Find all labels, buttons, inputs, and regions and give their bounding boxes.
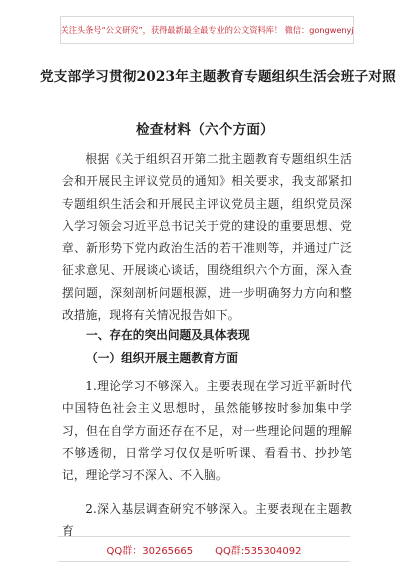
intro-paragraph: 根据《关于组织召开第二批主题教育专题组织生活会和开展民主评议党员的通知》相关要求，我支部紧扣专题组织生活会和开展民主评议党员主题，组织党员深入学习领会习近平总书记关于党的建设的重要思想、党章、新形势下党内政治生活的若干准则等，并通过广泛征求意见、开展谈心谈话，围绕组织六个方面，深入查摆问题，深刻剖析问题根源，进一步明确努力方向和整改措施，现将有关情况报告如下。	[62, 152, 352, 323]
section-heading: 一、存在的突出问题及具体表现	[86, 328, 250, 342]
item-1-paragraph: 1.理论学习不够深入。主要表现在学习近平新时代中国特色社会主义思想时，虽然能够按时参加集中学习，但在自学方面还存在不足，对一些理论问题的理解不够透彻，日常学习仅仅是听听课、看看书、抄抄笔记，理论学习不深入、不入脑。	[62, 379, 352, 483]
document-title-line-2: 检查材料（六个方面）	[136, 122, 274, 138]
header-banner: 关注头条号“公文研究”，获得最新最全最专业的公文资料库！ 微信：gongwenyj	[60, 16, 354, 44]
footer-qq-group-1: QQ群：30265665	[106, 545, 194, 557]
subsection-heading: （一）组织开展主题教育方面	[86, 351, 238, 365]
footer-qq-group-2: QQ群:535304092	[215, 545, 302, 557]
footer-bar	[58, 536, 350, 562]
item-2-paragraph: 2.深入基层调查研究不够深入。主要表现在主题教育	[62, 502, 352, 539]
document-title-line-1: 党支部学习贯彻2023年主题教育专题组织生活会班子对照	[40, 69, 396, 85]
